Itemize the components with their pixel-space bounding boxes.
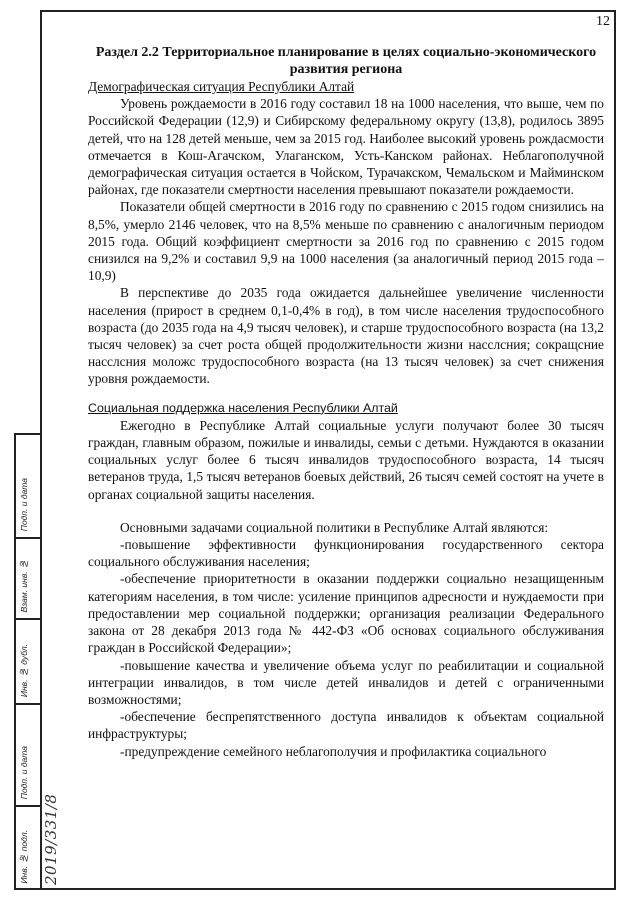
stamp-label: Взам. инв. № xyxy=(19,558,29,612)
demography-heading: Демографическая ситуация Республики Алтай xyxy=(88,79,355,94)
stamp-label: Инв. № подл. xyxy=(19,830,29,884)
handwritten-inventory-number: 2019/331/8 xyxy=(42,793,60,885)
page-number: 12 xyxy=(596,14,610,29)
list-item: -повышение качества и увеличение объема услуг по реабилитации и социальной интеграции инвалидов, в том числе детей инвалидов и детей с ограниченными возможностями; xyxy=(88,657,604,707)
paragraph: В перспективе до 2035 года ожидается дальнейшее увеличение численности населения (прирост в среднем 0,1-0,4% в год), в том числе населения трудоспособного возраста (до 2035 года на 4,9 тысяч человек), и старше трудоспособного возраста (на 13,2 тысяч человек) за счет роста общей продолжительности жизни насслсния; сокращсние насслсния моложс трудоспособного возраста (на 13 тысяч человек) за счет снижения уровня рождаемости. xyxy=(88,285,604,387)
paragraph: Уровень рождаемости в 2016 году составил 18 на 1000 населения, что выше, чем по Российской Федерации (12,9) и Сибирскому федеральному округу (13,8), родилось 3895 детей, что на 128 детей меньше, чем за 2015 год. Наиболее высокий уровень рождасмости отмечается в Кош-Агачском, Улаганском, Усть-Канском районах. Неблагополучной демографическая ситуация остается в Чойском, Турачакском, Чемальском и Майминском районах, где показатели смертности населения превышают показатели рождаемости. xyxy=(88,96,604,198)
list-item: -предупреждение семейного неблагополучия и профилактика социального xyxy=(120,743,547,759)
social-support-heading: Социальная поддержка населения Республики Алтай xyxy=(88,400,398,415)
stamp-label: Подп. и дата xyxy=(19,745,29,799)
stamp-cell-signature-date-2 xyxy=(16,705,40,807)
stamp-cell-original-inv xyxy=(16,807,40,890)
list-item: -обеспечение беспрепятственного доступа инвалидов к объектам социальной инфраструктуры; xyxy=(88,709,604,742)
paragraph: Показатели общей смертности в 2016 году по сравнению с 2015 годом снизились на 8,5%, умерло 2146 человек, что на 8,5% меньше по сравнению с аналогичным периодом 2015 года. Общий коэффициент смертности за 2016 год по сравнению с 2015 годом снизился на 9,2% и составил 9,9 на 1000 населения (за аналогичный период 2015 года – 10,9) xyxy=(88,199,604,284)
list-item: -повышение эффективности функционирования государственного сектора социального обслуживания населения; xyxy=(88,537,604,570)
document-body xyxy=(88,44,604,760)
list-item: -обеспечение приоритетности в оказании поддержки социально незащищенным категориям населения, в том числе: усиление принципов адресности и нуждаемости при предоставлении мер социальной поддержки; организация реализации Федерального закона от 28 декабря 2013 года № 442-ФЗ «Об основах социального обслуживания граждан в Российской Федерации»; xyxy=(88,571,604,656)
section-title: Раздел 2.2 Территориальное планирование в целях социально-экономического развития региона xyxy=(95,45,597,77)
stamp-cell-replaced-inv xyxy=(16,539,40,620)
stamp-label: Инв. № дубл. xyxy=(19,643,29,697)
tasks-intro: Основными задачами социальной политики в Республике Алтай являются: xyxy=(120,519,549,535)
side-stamp-table xyxy=(14,433,40,890)
paragraph: Ежегодно в Республике Алтай социальные услуги получают более 30 тысяч граждан, главным образом, пожилые и инвалиды, семьи с детьми. Нуждаются в оказании социальных услуг более 6 тысяч инвалидов трудоспособного возраста, 14 тысяч ветеранов труда, 1,5 тысяч ветеранов боевых действий, 26 тысяч семей состоят на учете в органах социальной защиты населения. xyxy=(88,417,604,502)
stamp-label: Подп. и дата xyxy=(19,477,29,531)
stamp-cell-dup-inv xyxy=(16,620,40,705)
stamp-cell-signature-date-1 xyxy=(16,435,40,539)
